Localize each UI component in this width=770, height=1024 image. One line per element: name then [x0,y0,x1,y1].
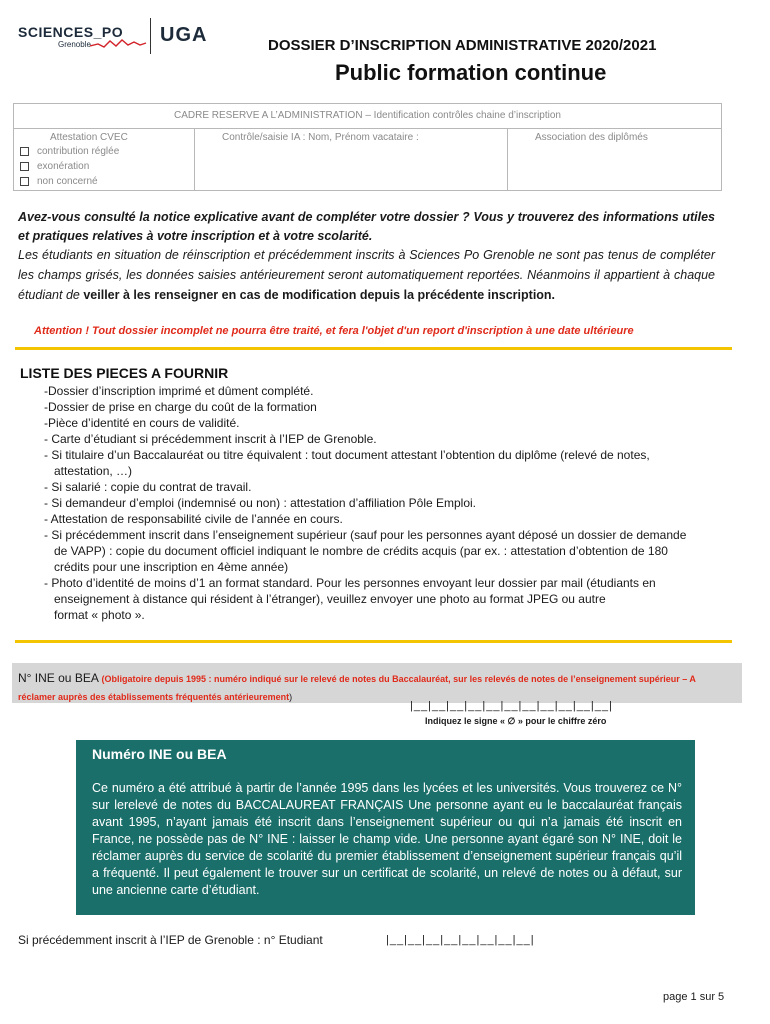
attention-warning: Attention ! Tout dossier incomplet ne pourra être traité, et fera l'objet d'un report d'inscription à une date ultérieure [34,325,634,337]
divider [507,128,508,190]
section-divider [15,347,732,350]
list-item: format « photo ». [54,608,145,622]
student-number-label: Si précédemment inscrit à l’IEP de Grenoble : n° Etudiant [18,933,323,947]
uga-logo: UGA [160,24,208,46]
list-item: - Attestation de responsabilité civile de l’année en cours. [44,512,343,526]
list-item: - Photo d’identité de moins d’1 an format standard. Pour les personnes envoyant leur dossier par mail (étudiants en [44,576,656,590]
col-header-controle: Contrôle/saisie IA : Nom, Prénom vacataire : [222,132,419,143]
info-box-title: Numéro INE ou BEA [92,746,227,762]
list-item: crédits pour une inscription en 4ème année) [54,560,289,574]
document-title: DOSSIER D’INSCRIPTION ADMINISTRATIVE 2020/2021 [268,37,657,54]
page-number: page 1 sur 5 [663,991,725,1003]
list-item: de VAPP) : copie du document officiel indiquant le nombre de crédits acquis (par ex. : attestation d’obtention de 180 [54,544,668,558]
intro-paragraph [18,245,715,305]
logo-signature-icon [90,36,148,50]
admin-reserved-box [13,103,722,191]
list-item: enseignement à distance qui résident à l’étranger), veuillez envoyer une photo au format JPEG ou autre [54,592,606,606]
intro-text: Les étudiants en situation de réinscription et précédemment inscrits à Sciences Po Grenoble ne sont pas tenus de compléter les champs grisés, les données saisies antérieurement seront automatiquement reportées. Néanmoins il appartient à chaque étudiant de [18,248,715,302]
checkbox-row[interactable] [20,176,98,187]
admin-box-title: CADRE RESERVE A L’ADMINISTRATION – Identification contrôles chaine d’inscription [173,110,561,121]
divider [14,128,721,129]
checkbox-row[interactable] [20,161,89,172]
ine-note-close: ) [289,692,293,702]
list-item: attestation, …) [54,464,133,478]
section-divider [15,640,732,643]
checkbox-row[interactable] [20,146,119,157]
divider [194,128,195,190]
intro-bold-line: Avez-vous consulté la notice explicative avant de compléter votre dossier ? Vous y trouverez des informations utiles et pratiques relatives à votre inscription et à votre scolarité. [18,210,715,243]
document-subtitle: Public formation continue [335,60,607,85]
list-item: - Si demandeur d’emploi (indemnisé ou non) : attestation d’affiliation Pôle Emploi. [44,496,477,510]
checkbox[interactable] [20,147,29,156]
ine-note: (Obligatoire depuis 1995 : numéro indiqué sur le relevé de notes du Baccalauréat, sur les relevés de notes de l’enseignement supérieur – A réclamer auprès des établissements fréquentés antérieurement [18,674,696,702]
col-header-association: Association des diplômés [535,132,648,143]
col-header-cvec: Attestation CVEC [50,132,128,143]
list-item: -Dossier d’inscription imprimé et dûment complété. [44,384,314,398]
intro-bold-text: veiller à les renseigner en cas de modification depuis la précédente inscription. [83,288,556,302]
list-item: - Si salarié : copie du contrat de travail. [44,480,252,494]
intro-notice [18,208,715,246]
checkbox-label: contribution réglée [37,146,120,157]
pieces-list [44,383,744,623]
student-number-boxes[interactable]: |__|__|__|__|__|__|__|__| [386,934,535,946]
section-title-pieces: LISTE DES PIECES A FOURNIR [20,365,229,381]
ine-field [18,669,733,706]
list-item: - Si précédemment inscrit dans l’enseignement supérieur (sauf pour les personnes ayant déposé un dossier de demande [44,528,687,542]
sciencespo-logo-subtitle: Grenoble [58,40,91,49]
sciencespo-logo: SCIENCES_PO [18,24,124,40]
ine-info-box [76,740,695,915]
ine-label: N° INE ou BEA [18,671,102,685]
list-item: - Carte d’étudiant si précédemment inscrit à l’IEP de Grenoble. [44,432,377,446]
checkbox[interactable] [20,162,29,171]
info-box-body: Ce numéro a été attribué à partir de l’année 1995 dans les lycées et les universités. Vous trouverez ce N° sur lerelevé de notes du BACCALAUREAT FRANÇAIS Une personne ayant eu le baccalauréat français avant 1995, n’ayant jamais été inscrit dans l’enseignement supérieur ou qui n’a jamais été inscrit en France, ne possède pas de N° INE : laisser le champ vide. Une personne ayant égaré son N° INE, doit le réclamer auprès du service de scolarité du premier établissement d’enseignement supérieur français qu’il a fréquenté. Il peut également le trouver sur un certificat de scolarité, un relevé de notes ou à défaut, sur une ancienne carte d’étudiant. [92,781,682,897]
ine-hint: Indiquez le signe « ∅ » pour le chiffre zéro [425,716,607,726]
list-item: -Dossier de prise en charge du coût de la formation [44,400,317,414]
list-item: - Si titulaire d’un Baccalauréat ou titre équivalent : tout document attestant l’obtention du diplôme (relevé de notes, [44,448,650,462]
checkbox[interactable] [20,177,29,186]
list-item: -Pièce d’identité en cours de validité. [44,416,240,430]
logo-divider [150,18,151,54]
ine-input-boxes[interactable]: |__|__|__|__|__|__|__|__|__|__|__| [410,700,613,712]
checkbox-label: exonération [37,161,90,172]
checkbox-label: non concerné [37,176,98,187]
